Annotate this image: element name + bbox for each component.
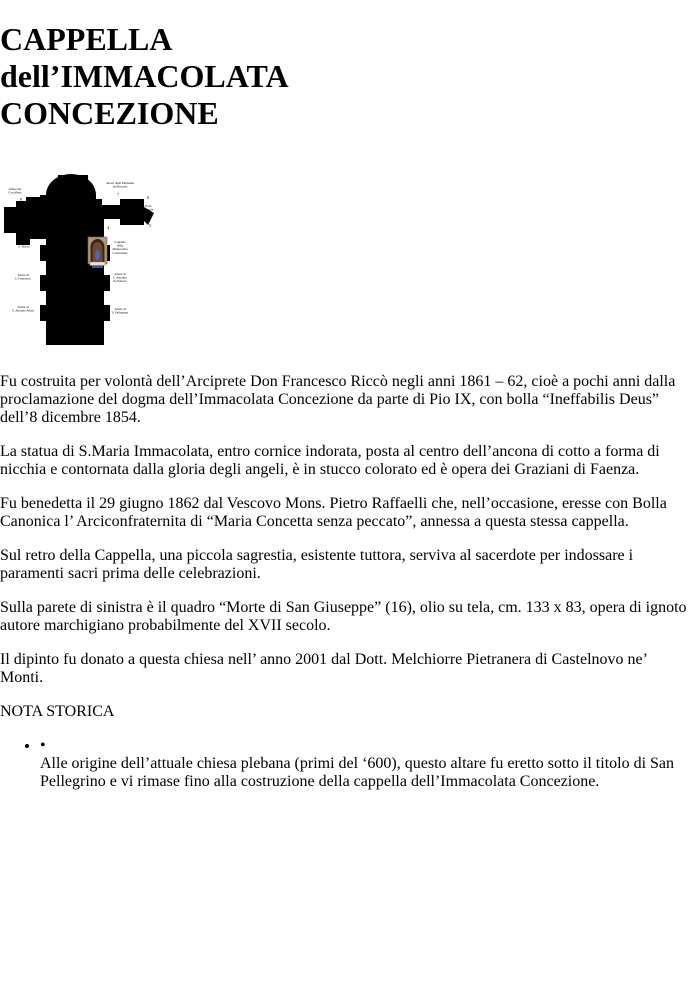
church-floor-plan-drawing: [0, 154, 164, 352]
svg-text:16: 16: [33, 219, 37, 225]
high-altar: [58, 175, 88, 187]
svg-text:Altare diS. Francesco: Altare di S. Francesco: [14, 272, 32, 281]
svg-text:10: 10: [42, 243, 46, 249]
paragraph-construction: Fu costruita per volontà dell’Arciprete Don Francesco Riccò negli anni 1861 – 62, cioè a pochi anni dalla proclamazione del dogma dell’Immacolata Concezione da parte di Pio IX, con bolla “Ineffabilis Deus” dell’8 dicembre 1854.: [0, 372, 676, 426]
svg-text:8: 8: [75, 195, 77, 201]
paragraph-sacristy: Sul retro della Cappella, una piccola sagrestia, esistente tuttora, serviva al sacerdote per indossare i paramenti sacri prima delle celebrazioni.: [0, 546, 634, 582]
svg-text:A: A: [51, 181, 55, 187]
svg-text:Altare diS. Rocco: Altare di S. Rocco: [18, 240, 30, 249]
svg-text:Altare diSanta Maria Assunta: Altare di Santa Maria Assunta: [62, 200, 90, 209]
church-floor-plan: [0, 154, 693, 357]
svg-text:17: 17: [16, 231, 20, 237]
page-title-line-1: CAPPELLA: [0, 21, 173, 58]
chapel-niche-image: [88, 237, 107, 268]
svg-text:Altare delCrocifisso: Altare del Crocifisso: [8, 186, 22, 195]
paragraph-blessing: Fu benedetta il 29 giugno 1862 dal Vescovo Mons. Pietro Raffaelli che, nell’occasione, eresse con Bolla Canonica l’ Arciconfraternita di “Maria Concetta senza peccato”, annessa a questa stessa cappella.: [0, 494, 667, 530]
list-item: [40, 737, 693, 791]
paragraph-donation: Il dipinto fu donato a questa chiesa nell’ anno 2001 dal Dott. Melchiorre Pietranera di Castelnovo ne’ Monti.: [0, 650, 647, 686]
svg-text:Altare diS. Antonio Abate: Altare di S. Antonio Abate: [12, 304, 34, 313]
svg-text:C: C: [10, 210, 14, 216]
svg-text:PortaLaterale: Porta Laterale: [142, 203, 154, 212]
svg-text:Altare diS. Antonioda Padova: Altare di S. Antonio da Padova: [113, 271, 127, 284]
title-block: [0, 21, 693, 132]
page-title: [0, 21, 693, 132]
historical-note-list: [0, 737, 693, 791]
svg-text:Altare della Madonnadel Rosari: Altare della Madonna del Rosario: [106, 180, 134, 189]
historical-note-heading: NOTA STORICA: [0, 702, 115, 720]
church-outline: [4, 174, 154, 345]
svg-text:PortaLaterale: Porta Laterale: [116, 206, 128, 215]
svg-text:9: 9: [20, 196, 22, 202]
page-title-line-2: dell’IMMACOLATA: [0, 58, 289, 95]
svg-text:11: 11: [42, 275, 46, 281]
scanned-document-page: [0, 21, 693, 1004]
svg-text:6: 6: [147, 194, 149, 200]
svg-text:D: D: [131, 208, 135, 214]
paragraph-painting: Sulla parete di sinistra è il quadro “Morte di San Giuseppe” (16), olio su tela, cm. 133 x 83, opera di ignoto autore marchigiano probabilmente del XVII secolo.: [0, 598, 687, 634]
bullet-icon: •: [40, 736, 46, 754]
page-title-line-3: CONCEZIONE: [0, 95, 219, 132]
svg-text:7: 7: [117, 191, 119, 197]
svg-text:13: 13: [42, 307, 46, 313]
svg-text:B: B: [89, 181, 93, 187]
paragraph-statue: La statua di S.Maria Immacolata, entro cornice indorata, posta al centro dell’ancona di cotto a forma di nicchia e contornata dalla gloria degli angeli, è in stucco colorato ed è opera dei Graziani di Faenza.: [0, 442, 660, 478]
svg-text:4: 4: [107, 224, 109, 230]
svg-text:CappelladellaImmacolataConcezi: Cappella della Immacolata Concezione: [112, 239, 128, 255]
svg-text:5: 5: [149, 222, 151, 228]
svg-text:Altare diS. Pellegrino: Altare di S. Pellegrino: [111, 306, 129, 315]
historical-note-text: Alle origine dell’attuale chiesa plebana (primi del ‘600), questo altare fu eretto sotto il titolo di San Pellegrino e vi rimase fino alla costruzione della cappella dell’Immacolata Concezione.: [40, 754, 675, 790]
document-body: [0, 373, 693, 791]
